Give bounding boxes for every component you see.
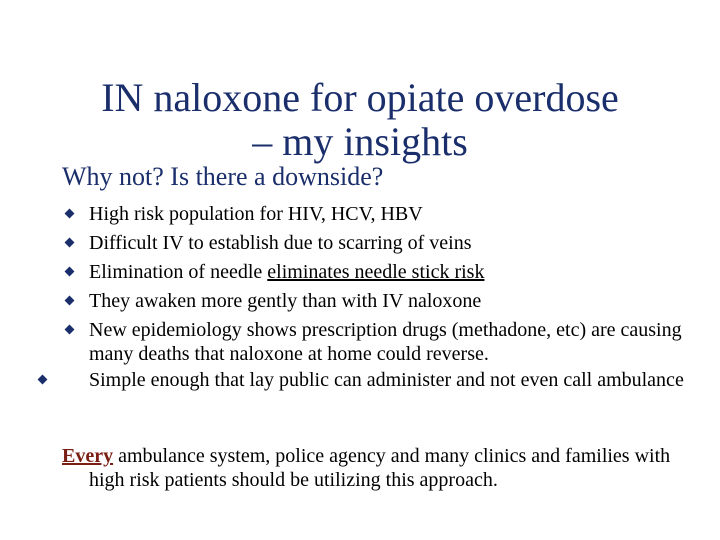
- closing-statement: [62, 444, 702, 492]
- bullet-text: They awaken more gently than with IV naloxone: [89, 290, 482, 312]
- bullet-item: [62, 368, 712, 392]
- slide-title: [0, 76, 720, 164]
- diamond-bullet-icon: [38, 375, 48, 385]
- diamond-bullet-icon: [65, 209, 75, 219]
- bullet-item: [62, 231, 712, 255]
- slide-title-line-2: – my insights: [252, 119, 468, 164]
- bullet-text: Simple enough that lay public can administer and not even call ambulance: [89, 369, 684, 391]
- closing-text: ambulance system, police agency and many clinics and families with high risk patients should be utilizing this approach.: [89, 445, 671, 491]
- bullet-item: [62, 202, 712, 226]
- bullet-item: [62, 260, 712, 284]
- diamond-bullet-icon: [65, 325, 75, 335]
- bullet-text: High risk population for HIV, HCV, HBV: [89, 203, 423, 225]
- bullet-text: Difficult IV to establish due to scarring of veins: [89, 232, 472, 254]
- diamond-bullet-icon: [65, 267, 75, 277]
- slide-subtitle: Why not? Is there a downside?: [62, 162, 384, 191]
- bullet-list: [62, 202, 712, 397]
- bullet-item: [62, 318, 712, 366]
- diamond-bullet-icon: [65, 296, 75, 306]
- closing-emphasis: Every: [62, 445, 114, 467]
- bullet-text-prefix: Elimination of needle: [89, 261, 268, 283]
- slide-title-line-1: IN naloxone for opiate overdose: [101, 75, 619, 120]
- bullet-text: New epidemiology shows prescription drugs (methadone, etc) are causing many deaths that naloxone at home could reverse.: [89, 319, 682, 365]
- diamond-bullet-icon: [65, 238, 75, 248]
- bullet-item: [62, 289, 712, 313]
- bullet-text-underlined: eliminates needle stick risk: [267, 261, 485, 283]
